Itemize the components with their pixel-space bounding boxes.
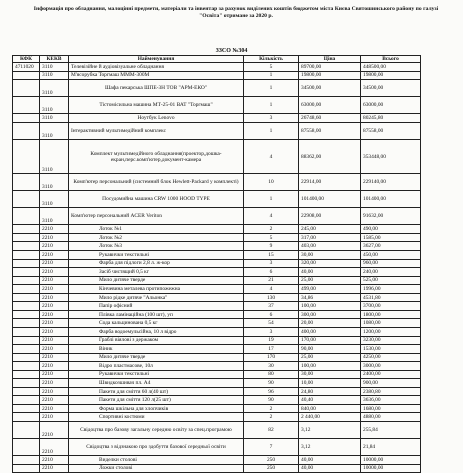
cell-name: Посудомийна машина CRW 1000 HOOD TYPE [69, 191, 244, 208]
cell-price: 88362,00 [299, 139, 361, 173]
cell-total: 2400,00 [361, 370, 421, 379]
cell-kekv: 3110 [40, 114, 69, 123]
table-row [13, 413, 421, 422]
cell-name: Засіб чистящий 0,5 кг [69, 268, 244, 277]
cell-total: 255,84 [361, 421, 421, 438]
cell-price: 24,80 [299, 387, 361, 396]
cell-kekv: 2210 [40, 251, 69, 260]
cell-kfk [13, 225, 40, 234]
table-row [13, 225, 421, 234]
cell-total: 490,00 [361, 225, 421, 234]
cell-kfk [13, 97, 40, 114]
table-row [13, 353, 421, 362]
cell-quantity: 9 [244, 242, 299, 251]
cell-total: 1585,00 [361, 233, 421, 242]
cell-total: 229140,00 [361, 174, 421, 191]
cell-quantity: 21 [244, 276, 299, 285]
cell-kekv: 2210 [40, 242, 69, 251]
cell-name: Ноутбук Lenovo [69, 114, 244, 123]
table-row [13, 191, 421, 208]
cell-price: 245,00 [299, 225, 361, 234]
document-title: Інформація про обладнання, малоцінні предмети, матеріали та інвентар за рахунок виділених коштів бюджетом міста Києва Святошинського району по галузі "Освіта" отримане за 2020 р. [33, 6, 439, 20]
cell-kekv: 3110 [40, 174, 69, 191]
cell-quantity: 19 [244, 336, 299, 345]
cell-kfk [13, 191, 40, 208]
cell-kekv: 2210 [40, 353, 69, 362]
cell-quantity: 30 [244, 362, 299, 371]
cell-price: 89700,00 [299, 63, 361, 72]
cell-name: Мило дитяче тверде [69, 353, 244, 362]
table-header-row [13, 56, 421, 63]
cell-kfk [13, 251, 40, 260]
cell-kfk [13, 379, 40, 388]
table-row [13, 276, 421, 285]
cell-kfk [13, 80, 40, 97]
cell-quantity: 80 [244, 370, 299, 379]
cell-kekv: 2210 [40, 464, 69, 473]
cell-quantity: 17 [244, 345, 299, 354]
cell-price: 317,00 [299, 233, 361, 242]
table-row [13, 233, 421, 242]
cell-kekv: 2210 [40, 233, 69, 242]
cell-kfk [13, 114, 40, 123]
table-row [13, 464, 421, 473]
cell-quantity: 170 [244, 353, 299, 362]
cell-name: Свідоцтва з відзнакою про здобуття базової середньої освіти [69, 439, 244, 456]
cell-total: 4250,00 [361, 353, 421, 362]
cell-name: Плівка ламінаційна (100 шт), уп [69, 310, 244, 319]
cell-price: 320,00 [299, 259, 361, 268]
cell-name: Комп'ютер персональний (системний блок Hewlett-Packard у комплекті) [69, 174, 244, 191]
table-row [13, 421, 421, 438]
cell-quantity: 3 [244, 259, 299, 268]
cell-kfk [13, 345, 40, 354]
table-row [13, 370, 421, 379]
cell-quantity: 7 [244, 439, 299, 456]
table-row [13, 404, 421, 413]
cell-total: 3627,00 [361, 242, 421, 251]
cell-quantity: 54 [244, 319, 299, 328]
cell-quantity: 1 [244, 80, 299, 97]
cell-total: 448500,00 [361, 63, 421, 72]
table-row [13, 208, 421, 225]
cell-quantity: 6 [244, 268, 299, 277]
cell-quantity: 96 [244, 387, 299, 396]
cell-name: Телевізійне й аудіовізуальне обладнання [69, 63, 244, 72]
cell-name: Комп'ютер персональний ACER Veriton [69, 208, 244, 225]
table-row [13, 379, 421, 388]
cell-price: 19800,00 [299, 71, 361, 80]
cell-name: Кінчевина металева протипожежна [69, 285, 244, 294]
cell-total: 1200,00 [361, 327, 421, 336]
cell-kekv: 2210 [40, 285, 69, 294]
cell-kfk: 4711020 [13, 63, 40, 72]
cell-price: 30,00 [299, 370, 361, 379]
table-row [13, 122, 421, 139]
cell-price: 403,00 [299, 242, 361, 251]
cell-kekv: 2210 [40, 345, 69, 354]
cell-price: 25,00 [299, 276, 361, 285]
cell-kfk [13, 242, 40, 251]
cell-kekv: 2210 [40, 310, 69, 319]
cell-price: 25,00 [299, 353, 361, 362]
cell-total: 87558,00 [361, 122, 421, 139]
cell-kekv: 2210 [40, 413, 69, 422]
cell-price: 101400,00 [299, 191, 361, 208]
cell-kfk [13, 276, 40, 285]
cell-quantity: 1 [244, 97, 299, 114]
cell-price: 3,12 [299, 439, 361, 456]
cell-name: Ложки столові [69, 464, 244, 473]
cell-quantity: 6 [244, 310, 299, 319]
column-header-kekv: КЕКВ [40, 56, 69, 63]
cell-quantity: 250 [244, 456, 299, 465]
cell-kekv: 2210 [40, 362, 69, 371]
cell-kfk [13, 285, 40, 294]
cell-total: 900,00 [361, 379, 421, 388]
cell-kfk [13, 233, 40, 242]
cell-name: Форма шкільна для хлопчиків [69, 404, 244, 413]
cell-total: 101400,00 [361, 191, 421, 208]
table-row [13, 327, 421, 336]
cell-name: Папір офісний [69, 302, 244, 311]
cell-quantity: 2 [244, 413, 299, 422]
cell-kekv: 3110 [40, 97, 69, 114]
table-row [13, 293, 421, 302]
table-row [13, 396, 421, 405]
cell-total: 1800,00 [361, 310, 421, 319]
cell-price: 40,40 [299, 396, 361, 405]
cell-kekv: 3110 [40, 80, 69, 97]
column-header-quantity: Кількість [244, 56, 299, 63]
cell-kfk [13, 327, 40, 336]
table-row [13, 336, 421, 345]
cell-quantity: 82 [244, 421, 299, 438]
table-body [13, 63, 421, 473]
cell-total: 19800,00 [361, 71, 421, 80]
cell-quantity: 2 [244, 404, 299, 413]
cell-kekv: 2210 [40, 396, 69, 405]
cell-price: 100,00 [299, 362, 361, 371]
cell-kfk [13, 293, 40, 302]
cell-total: 3636,00 [361, 396, 421, 405]
table-row [13, 310, 421, 319]
cell-quantity: 1 [244, 71, 299, 80]
cell-price: 300,00 [299, 310, 361, 319]
cell-name: Фарба для підлоги 2,8 л. ж-кор [69, 259, 244, 268]
cell-kekv: 3110 [40, 63, 69, 72]
table-row [13, 71, 421, 80]
cell-total: 1080,00 [361, 319, 421, 328]
cell-kfk [13, 370, 40, 379]
cell-kekv: 2210 [40, 336, 69, 345]
cell-quantity: 130 [244, 293, 299, 302]
inventory-table [12, 55, 421, 473]
cell-price: 22914,00 [299, 174, 361, 191]
cell-total: 3230,00 [361, 336, 421, 345]
cell-quantity: 4 [244, 139, 299, 173]
cell-quantity: 3 [244, 327, 299, 336]
cell-price: 30,00 [299, 251, 361, 260]
cell-kekv: 2210 [40, 293, 69, 302]
cell-kekv: 2210 [40, 327, 69, 336]
cell-total: 525,00 [361, 276, 421, 285]
cell-quantity: 5 [244, 233, 299, 242]
cell-kfk [13, 208, 40, 225]
cell-price: 3,12 [299, 421, 361, 438]
cell-total: 91632,00 [361, 208, 421, 225]
cell-quantity: 1 [244, 191, 299, 208]
cell-total: 1530,00 [361, 345, 421, 354]
cell-kfk [13, 362, 40, 371]
column-header-price: Ціна [299, 56, 361, 63]
cell-price: 90,00 [299, 345, 361, 354]
cell-total: 960,00 [361, 259, 421, 268]
cell-total: 10000,00 [361, 464, 421, 473]
cell-quantity: 3 [244, 114, 299, 123]
cell-kfk [13, 439, 40, 456]
cell-name: Рукавички текстильні [69, 370, 244, 379]
cell-total: 1680,00 [361, 404, 421, 413]
cell-quantity: 4 [244, 285, 299, 294]
cell-kekv: 3110 [40, 122, 69, 139]
cell-kekv: 2210 [40, 404, 69, 413]
cell-name: Інтерактивний мультимедійний комплекс [69, 122, 244, 139]
cell-total: 10000,00 [361, 456, 421, 465]
table-row [13, 345, 421, 354]
cell-kfk [13, 413, 40, 422]
cell-price: 34,86 [299, 293, 361, 302]
cell-name: Мило дитяче тверде [69, 276, 244, 285]
cell-kekv: 2210 [40, 439, 69, 456]
cell-kekv: 2210 [40, 421, 69, 438]
cell-kfk [13, 353, 40, 362]
cell-kfk [13, 387, 40, 396]
cell-name: Сода кальцинована 0,5 кг [69, 319, 244, 328]
cell-name: Спортивні костюми [69, 413, 244, 422]
cell-name: Лоток №3 [69, 242, 244, 251]
cell-total: 34500,00 [361, 80, 421, 97]
cell-total: 63000,00 [361, 97, 421, 114]
cell-name: Шафа пекарська ШПЕ-3Н ТОВ "АРМ-ЕКО" [69, 80, 244, 97]
cell-kekv: 2210 [40, 379, 69, 388]
cell-kfk [13, 71, 40, 80]
column-header-kfk: КФК [13, 56, 40, 63]
cell-price: 87558,00 [299, 122, 361, 139]
cell-kfk [13, 122, 40, 139]
cell-kekv: 3110 [40, 139, 69, 173]
table-row [13, 387, 421, 396]
cell-name: Лоток №2 [69, 233, 244, 242]
table-row [13, 80, 421, 97]
cell-kfk [13, 302, 40, 311]
cell-name: Відро пластмасове, 10л [69, 362, 244, 371]
cell-total: 450,00 [361, 251, 421, 260]
cell-kekv: 2210 [40, 319, 69, 328]
cell-name: Рукавички текстильні [69, 251, 244, 260]
cell-kfk [13, 139, 40, 173]
cell-quantity: 4 [244, 208, 299, 225]
school-name: ЗЗСО №304 [215, 48, 248, 54]
cell-total: 1996,00 [361, 285, 421, 294]
table-row [13, 268, 421, 277]
cell-kekv: 3110 [40, 191, 69, 208]
cell-name: Свідоцтва про базову загальну середню освіту за спец.програмою [69, 421, 244, 438]
cell-price: 400,00 [299, 327, 361, 336]
cell-price: 499,00 [299, 285, 361, 294]
cell-kfk [13, 319, 40, 328]
table-row [13, 114, 421, 123]
cell-kekv: 2210 [40, 225, 69, 234]
cell-name: Виделки столові [69, 456, 244, 465]
cell-kfk [13, 174, 40, 191]
table-row [13, 251, 421, 260]
cell-kfk [13, 464, 40, 473]
cell-name: Комплект мультимедійного обладнання(проектор,дошка-екран,перс.комп'ютер,документ-камера [69, 139, 244, 173]
cell-price: 100,00 [299, 302, 361, 311]
table-row [13, 319, 421, 328]
cell-quantity: 250 [244, 464, 299, 473]
table-row [13, 259, 421, 268]
cell-kfk [13, 310, 40, 319]
cell-kfk [13, 421, 40, 438]
cell-total: 80245,80 [361, 114, 421, 123]
cell-name: Швидкозшивач пл. А4 [69, 379, 244, 388]
cell-price: 170,00 [299, 336, 361, 345]
cell-price: 63000,00 [299, 97, 361, 114]
cell-name: Лоток №1 [69, 225, 244, 234]
cell-kfk [13, 268, 40, 277]
cell-quantity: 2 [244, 225, 299, 234]
cell-kekv: 2210 [40, 276, 69, 285]
cell-total: 3000,00 [361, 362, 421, 371]
cell-kekv: 2210 [40, 456, 69, 465]
cell-quantity: 37 [244, 302, 299, 311]
table-row [13, 439, 421, 456]
cell-kekv: 2210 [40, 387, 69, 396]
column-header-total: Всього [361, 56, 421, 63]
cell-price: 26748,60 [299, 114, 361, 123]
cell-name: Пакети для сміття 120 л(25 шт) [69, 396, 244, 405]
cell-price: 10,00 [299, 379, 361, 388]
cell-kekv: 2210 [40, 302, 69, 311]
table-row [13, 302, 421, 311]
cell-total: 240,00 [361, 268, 421, 277]
cell-price: 20,00 [299, 319, 361, 328]
table-row [13, 362, 421, 371]
cell-name: М'ясорубка Торгмаш МММ-300М [69, 71, 244, 80]
cell-quantity: 90 [244, 379, 299, 388]
table-row [13, 63, 421, 72]
cell-kfk [13, 259, 40, 268]
cell-total: 2380,80 [361, 387, 421, 396]
cell-kfk [13, 396, 40, 405]
cell-kekv: 2210 [40, 268, 69, 277]
table-row [13, 285, 421, 294]
cell-kfk [13, 336, 40, 345]
table-row [13, 242, 421, 251]
cell-quantity: 90 [244, 396, 299, 405]
cell-price: 840,00 [299, 404, 361, 413]
cell-quantity: 1 [244, 122, 299, 139]
cell-name: Мило рідке дитяче "Альонка" [69, 293, 244, 302]
cell-price: 40,00 [299, 456, 361, 465]
column-header-name: Найменування [69, 56, 244, 63]
cell-total: 21,84 [361, 439, 421, 456]
cell-total: 4880,00 [361, 413, 421, 422]
cell-name: Пакети для сміття 60 л(40 шт) [69, 387, 244, 396]
table-row [13, 97, 421, 114]
cell-price: 2 440,00 [299, 413, 361, 422]
cell-price: 22908,00 [299, 208, 361, 225]
cell-total: 353448,00 [361, 139, 421, 173]
table-row [13, 174, 421, 191]
cell-total: 4531,80 [361, 293, 421, 302]
cell-price: 40,00 [299, 268, 361, 277]
cell-quantity: 5 [244, 63, 299, 72]
cell-kekv: 3110 [40, 71, 69, 80]
cell-kekv: 2210 [40, 370, 69, 379]
cell-quantity: 15 [244, 251, 299, 260]
cell-name: Віник [69, 345, 244, 354]
cell-total: 3700,00 [361, 302, 421, 311]
cell-name: Граблі віялові з держаком [69, 336, 244, 345]
table-row [13, 139, 421, 173]
cell-quantity: 10 [244, 174, 299, 191]
cell-kekv: 3110 [40, 208, 69, 225]
cell-name: Тістомісильна машина МТ-25-01 ВАТ "Торгмаш" [69, 97, 244, 114]
cell-name: Фарба водоемульсійна, 10 л відро [69, 327, 244, 336]
cell-price: 34500,00 [299, 80, 361, 97]
cell-kfk [13, 404, 40, 413]
cell-kekv: 2210 [40, 259, 69, 268]
cell-price: 40,00 [299, 464, 361, 473]
